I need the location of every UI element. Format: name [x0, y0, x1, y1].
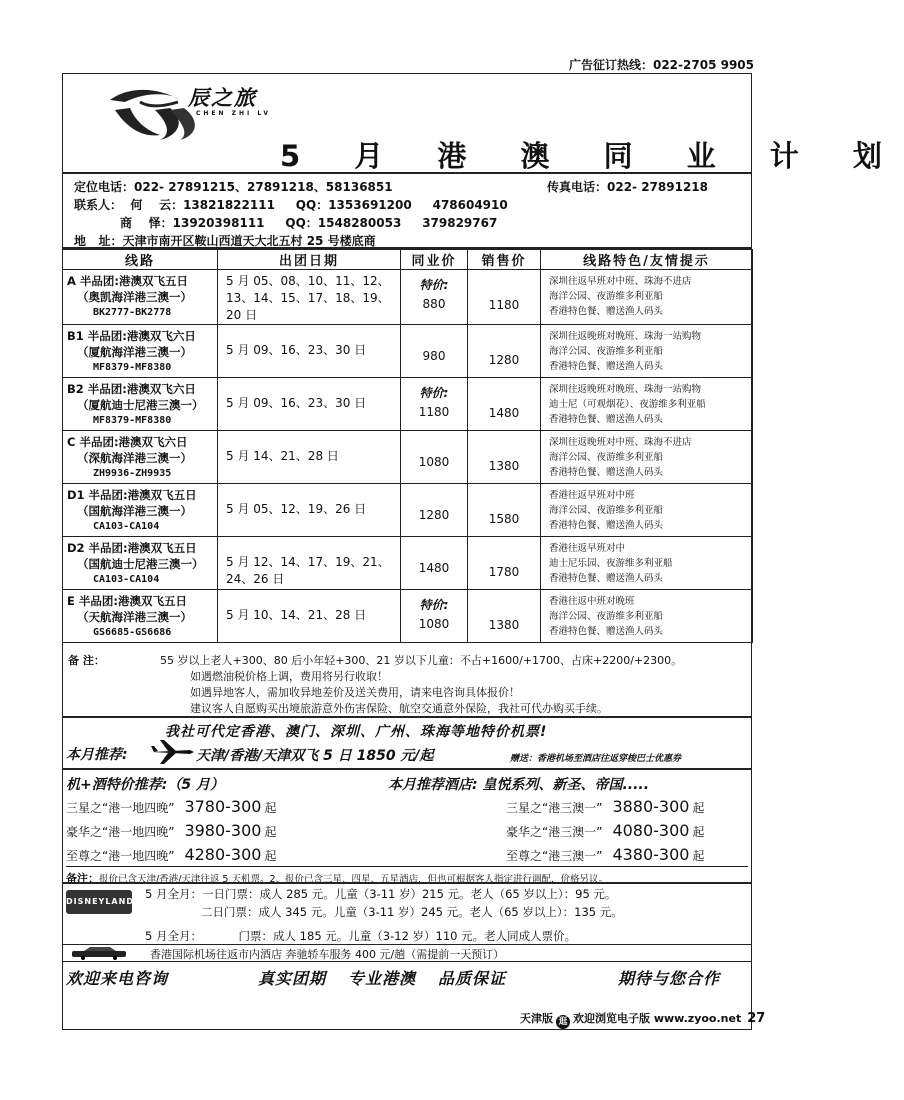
dates-cell [218, 325, 401, 378]
contact-info [62, 172, 752, 249]
feature-note: 香港往返早班对中班 [549, 490, 635, 501]
route-name: B1 半品团:港澳双飞六日 [67, 329, 196, 343]
route-row [63, 537, 753, 590]
sale-price: 1380 [488, 618, 520, 632]
feature-note: 香港往返中班对晚班 [549, 596, 635, 607]
route-row [63, 270, 753, 325]
feature-note: 迪士尼乐园、夜游维多利亚船 [549, 558, 673, 569]
departure-dates: 5 月 09、16、23、30 日 [226, 396, 367, 410]
edition-label: 天津版 [520, 1012, 553, 1025]
feature-note: 迪士尼（可观烟花）、夜游维多利亚船 [549, 399, 706, 410]
package-item [506, 821, 704, 840]
package-item [506, 797, 704, 816]
flight-code: BK2777-BK2778 [93, 307, 172, 318]
departure-dates: 5 月 05、08、10、11、12、13、14、15、17、18、19、20 日 [226, 274, 390, 322]
dates-cell [218, 431, 401, 484]
page-footer [520, 1010, 765, 1029]
remarks [62, 650, 752, 716]
trade-price: 880 [422, 297, 446, 311]
dates-cell [218, 270, 401, 325]
trade-price-cell [401, 325, 468, 378]
airplane-icon [150, 738, 194, 766]
zyoo-badge-icon: 逛 [556, 1015, 570, 1029]
feature-note: 深圳往返晚班对晚班、珠海一站购物 [549, 331, 702, 342]
remark-line: 如遇燃油税价格上调，费用将另行收取！ [190, 670, 388, 683]
page-number: 27 [747, 1011, 766, 1026]
route-subtitle: （奥凯海洋港三澳一） [77, 290, 192, 304]
package-note-text: 报价已含天津/香港/天津往返 5 天机票。2、报价已含三星、四星、五星酒店，但也可根据客人指定进行调配，价格另议。 [99, 874, 609, 885]
route-name: E 半品团:港澳双飞五日 [67, 594, 187, 608]
car-icon [70, 946, 128, 960]
header-trade-price: 同业价 [401, 250, 468, 270]
feature-note: 香港特色餐、赠送渔人码头 [549, 306, 664, 317]
package-item [66, 821, 276, 840]
dates-cell [218, 590, 401, 643]
features-cell [541, 484, 753, 537]
trade-price-cell [401, 484, 468, 537]
feature-note: 深圳往返早班对中班、珠海不进店 [549, 276, 692, 287]
route-row [63, 431, 753, 484]
contact-person-2: 商 怿：13920398111 QQ：1548280053 379829767 [74, 216, 498, 230]
trade-price-cell [401, 590, 468, 643]
trade-price: 1080 [418, 617, 450, 631]
route-subtitle: （天航海洋港三澳一） [77, 610, 192, 624]
features-cell [541, 537, 753, 590]
features-cell [541, 431, 753, 484]
trade-price: 1280 [418, 508, 450, 522]
feature-note: 海洋公园、夜游维多利亚船 [549, 505, 664, 516]
route-row [63, 590, 753, 643]
slogan-bar [62, 962, 752, 992]
table-header-row [63, 250, 753, 270]
sale-price: 1380 [488, 459, 520, 473]
feature-note: 海洋公园、夜游维多利亚船 [549, 611, 664, 622]
sale-price-cell [468, 431, 541, 484]
flight-code: CA103-CA104 [93, 574, 160, 585]
route-cell [63, 484, 218, 537]
trade-price-cell [401, 378, 468, 431]
package-label: 三星之“港一地四晚” [66, 801, 175, 815]
trade-price: 1180 [418, 405, 450, 419]
route-subtitle: （深航海洋港三澳一） [77, 451, 192, 465]
route-row [63, 325, 753, 378]
feature-note: 香港特色餐、赠送渔人码头 [549, 573, 664, 584]
contact-person-1: 联系人： 何 云：13821822111 QQ：1353691200 478604910 [74, 198, 508, 212]
feature-note: 海洋公园、夜游维多利亚船 [549, 452, 664, 463]
remark-line: 55 岁以上老人+300、80 后小年轻+300、21 岁以下儿童：不占+1600/+1700、占床+2200/+2300。 [160, 654, 683, 667]
package-unit: 起 [692, 801, 705, 815]
page-title: 5 月 港 澳 同 业 计 划 [280, 139, 904, 173]
trade-price-cell [401, 431, 468, 484]
route-name: D2 半品团:港澳双飞五日 [67, 541, 197, 555]
sale-price: 1280 [488, 353, 520, 367]
features-cell [541, 590, 753, 643]
package-label: 豪华之“港一地四晚” [66, 825, 175, 839]
remark-line: 建议客人自愿购买出境旅游意外伤害保险、航空交通意外保险，我社可代办购买手续。 [190, 702, 608, 715]
route-cell [63, 325, 218, 378]
header-features: 线路特色/友情提示 [541, 250, 753, 270]
route-cell [63, 270, 218, 325]
header-sale-price: 销售价 [468, 250, 541, 270]
feature-note: 香港特色餐、赠送渔人码头 [549, 361, 664, 372]
flight-code: MF8379-MF8380 [93, 362, 172, 373]
contact-address: 地 址：天津市南开区鞍山西道天大北五村 25 号楼底商 [74, 234, 376, 248]
trade-price: 1080 [418, 455, 450, 469]
flight-code: MF8379-MF8380 [93, 415, 172, 426]
ticket-title: 我社可代定香港、澳门、深圳、广州、珠海等地特价机票! [165, 724, 548, 740]
header-dates: 出团日期 [218, 250, 401, 270]
package-price: 4380-300 [612, 845, 690, 864]
monthly-recommend-label: 本月推荐: [66, 747, 128, 763]
flight-code: CA103-CA104 [93, 521, 160, 532]
package-unit: 起 [692, 849, 705, 863]
route-table [62, 249, 753, 643]
package-price: 4280-300 [184, 845, 262, 864]
gift-note: 赠送：香港机场至酒店往返穿梭巴士优惠券 [510, 754, 682, 764]
sale-price-cell [468, 590, 541, 643]
remarks-label: 备 注： [68, 654, 105, 667]
route-row [63, 378, 753, 431]
departure-dates: 5 月 12、14、17、19、21、24、26 日 [226, 555, 390, 586]
sale-price-cell [468, 270, 541, 325]
route-cell [63, 431, 218, 484]
feature-note: 香港特色餐、赠送渔人码头 [549, 467, 664, 478]
contact-phone: 定位电话：022- 27891215、27891218、58136851 [74, 180, 393, 194]
slogan: 期待与您合作 [618, 969, 721, 988]
features-cell [541, 270, 753, 325]
feature-note: 香港特色餐、赠送渔人码头 [549, 520, 664, 531]
contact-fax: 传真电话：022- 27891218 [547, 180, 709, 194]
package-price: 3880-300 [612, 797, 690, 816]
features-cell [541, 325, 753, 378]
car-service-text: 香港国际机场往返市内酒店 奔驰轿车服务 400 元/趟（需提前一天预订） [150, 948, 505, 961]
package-price: 3980-300 [184, 821, 262, 840]
package-unit: 起 [264, 825, 277, 839]
package-item [66, 797, 276, 816]
trade-price: 980 [422, 349, 446, 363]
disney-ticket-line: 二日门票：成人 345 元。儿童（3-11 岁）245 元。老人（65 岁以上）：135 元。 [201, 905, 623, 919]
package-unit: 起 [264, 801, 277, 815]
route-subtitle: （厦航海洋港三澳一） [77, 345, 192, 359]
ad-hotline: 广告征订热线：022-2705 9905 [568, 58, 754, 72]
package-unit: 起 [692, 825, 705, 839]
package-heading: 机+酒特价推荐:（5 月） [66, 777, 224, 793]
package-price: 4080-300 [612, 821, 690, 840]
dates-cell [218, 537, 401, 590]
sale-price-cell [468, 537, 541, 590]
feature-note: 深圳往返晚班对中班、珠海不进店 [549, 437, 692, 448]
package-label: 至尊之“港三澳一” [506, 849, 603, 863]
route-cell [63, 590, 218, 643]
special-label: 特价: [419, 598, 449, 612]
footer-text: 欢迎浏览电子版 www.zyoo.net [573, 1012, 742, 1025]
package-label: 三星之“港三澳一” [506, 801, 603, 815]
trade-price: 1480 [418, 561, 450, 575]
package-item [506, 845, 704, 864]
flight-code: GS6685-GS6686 [93, 627, 172, 638]
feature-note: 海洋公园、夜游维多利亚船 [549, 346, 664, 357]
slogan: 专业港澳 [348, 969, 417, 988]
route-cell [63, 378, 218, 431]
special-label: 特价: [419, 386, 449, 400]
package-label: 豪华之“港三澳一” [506, 825, 603, 839]
flight-code: ZH9936-ZH9935 [93, 468, 172, 479]
sale-price-cell [468, 484, 541, 537]
route-row [63, 484, 753, 537]
monthly-recommend-text: 天津/香港/天津双飞 5 日 1850 元/起 [196, 748, 434, 764]
sale-price: 1580 [488, 512, 520, 526]
slogan: 品质保证 [438, 969, 507, 988]
disney-ticket-line: 5 月全月：一日门票：成人 285 元。儿童（3-11 岁）215 元。老人（65 岁以上）：95 元。 [145, 887, 617, 901]
feature-note: 香港特色餐、赠送渔人码头 [549, 414, 664, 425]
package-item [66, 845, 276, 864]
feature-note: 香港往返早班对中 [549, 543, 626, 554]
departure-dates: 5 月 09、16、23、30 日 [226, 343, 367, 357]
hotel-heading: 本月推荐酒店: 皇悦系列、新圣、帝国..... [388, 777, 650, 793]
header-route: 线路 [63, 250, 218, 270]
slogan: 真实团期 [258, 969, 327, 988]
package-price: 3780-300 [184, 797, 262, 816]
route-subtitle: （国航迪士尼港三澳一） [77, 557, 204, 571]
features-cell [541, 378, 753, 431]
logo-subtitle: CHEN ZHI LV [196, 110, 271, 117]
package-label: 至尊之“港一地四晚” [66, 849, 175, 863]
sale-price-cell [468, 378, 541, 431]
departure-dates: 5 月 14、21、28 日 [226, 449, 339, 463]
route-name: D1 半品团:港澳双飞五日 [67, 488, 197, 502]
sale-price: 1780 [488, 565, 520, 579]
dates-cell [218, 378, 401, 431]
sale-price: 1480 [488, 406, 520, 420]
sale-price-cell [468, 325, 541, 378]
route-name: A 半品团:港澳双飞五日 [67, 274, 189, 288]
feature-note: 海洋公园、夜游维多利亚船 [549, 291, 664, 302]
trade-price-cell [401, 537, 468, 590]
route-subtitle: （国航海洋港三澳一） [77, 504, 192, 518]
remark-line: 如遇异地客人，需加收异地差价及送关费用，请来电咨询具体报价！ [190, 686, 520, 699]
feature-note: 香港特色餐、赠送渔人码头 [549, 626, 664, 637]
departure-dates: 5 月 05、12、19、26 日 [226, 502, 367, 516]
route-name: C 半品团:港澳双飞六日 [67, 435, 188, 449]
route-subtitle: （厦航迪士尼港三澳一） [77, 398, 204, 412]
special-label: 特价: [419, 278, 449, 292]
sale-price: 1180 [488, 298, 520, 312]
dates-cell [218, 484, 401, 537]
package-unit: 起 [264, 849, 277, 863]
trade-price-cell [401, 270, 468, 325]
slogan: 欢迎来电咨询 [66, 969, 169, 988]
logo-name: 辰之旅 [188, 86, 257, 110]
disneyland-logo: DISNEYLAND [66, 890, 132, 914]
feature-note: 深圳往返晚班对晚班、珠海一站购物 [549, 384, 702, 395]
package-note-label: 备注： [66, 872, 99, 885]
disney-ticket-line: 5 月全月： 门票：成人 185 元。儿童（3-12 岁）110 元。老人同成人票价。 [145, 929, 577, 943]
route-name: B2 半品团:港澳双飞六日 [67, 382, 196, 396]
route-cell [63, 537, 218, 590]
departure-dates: 5 月 10、14、21、28 日 [226, 608, 367, 622]
